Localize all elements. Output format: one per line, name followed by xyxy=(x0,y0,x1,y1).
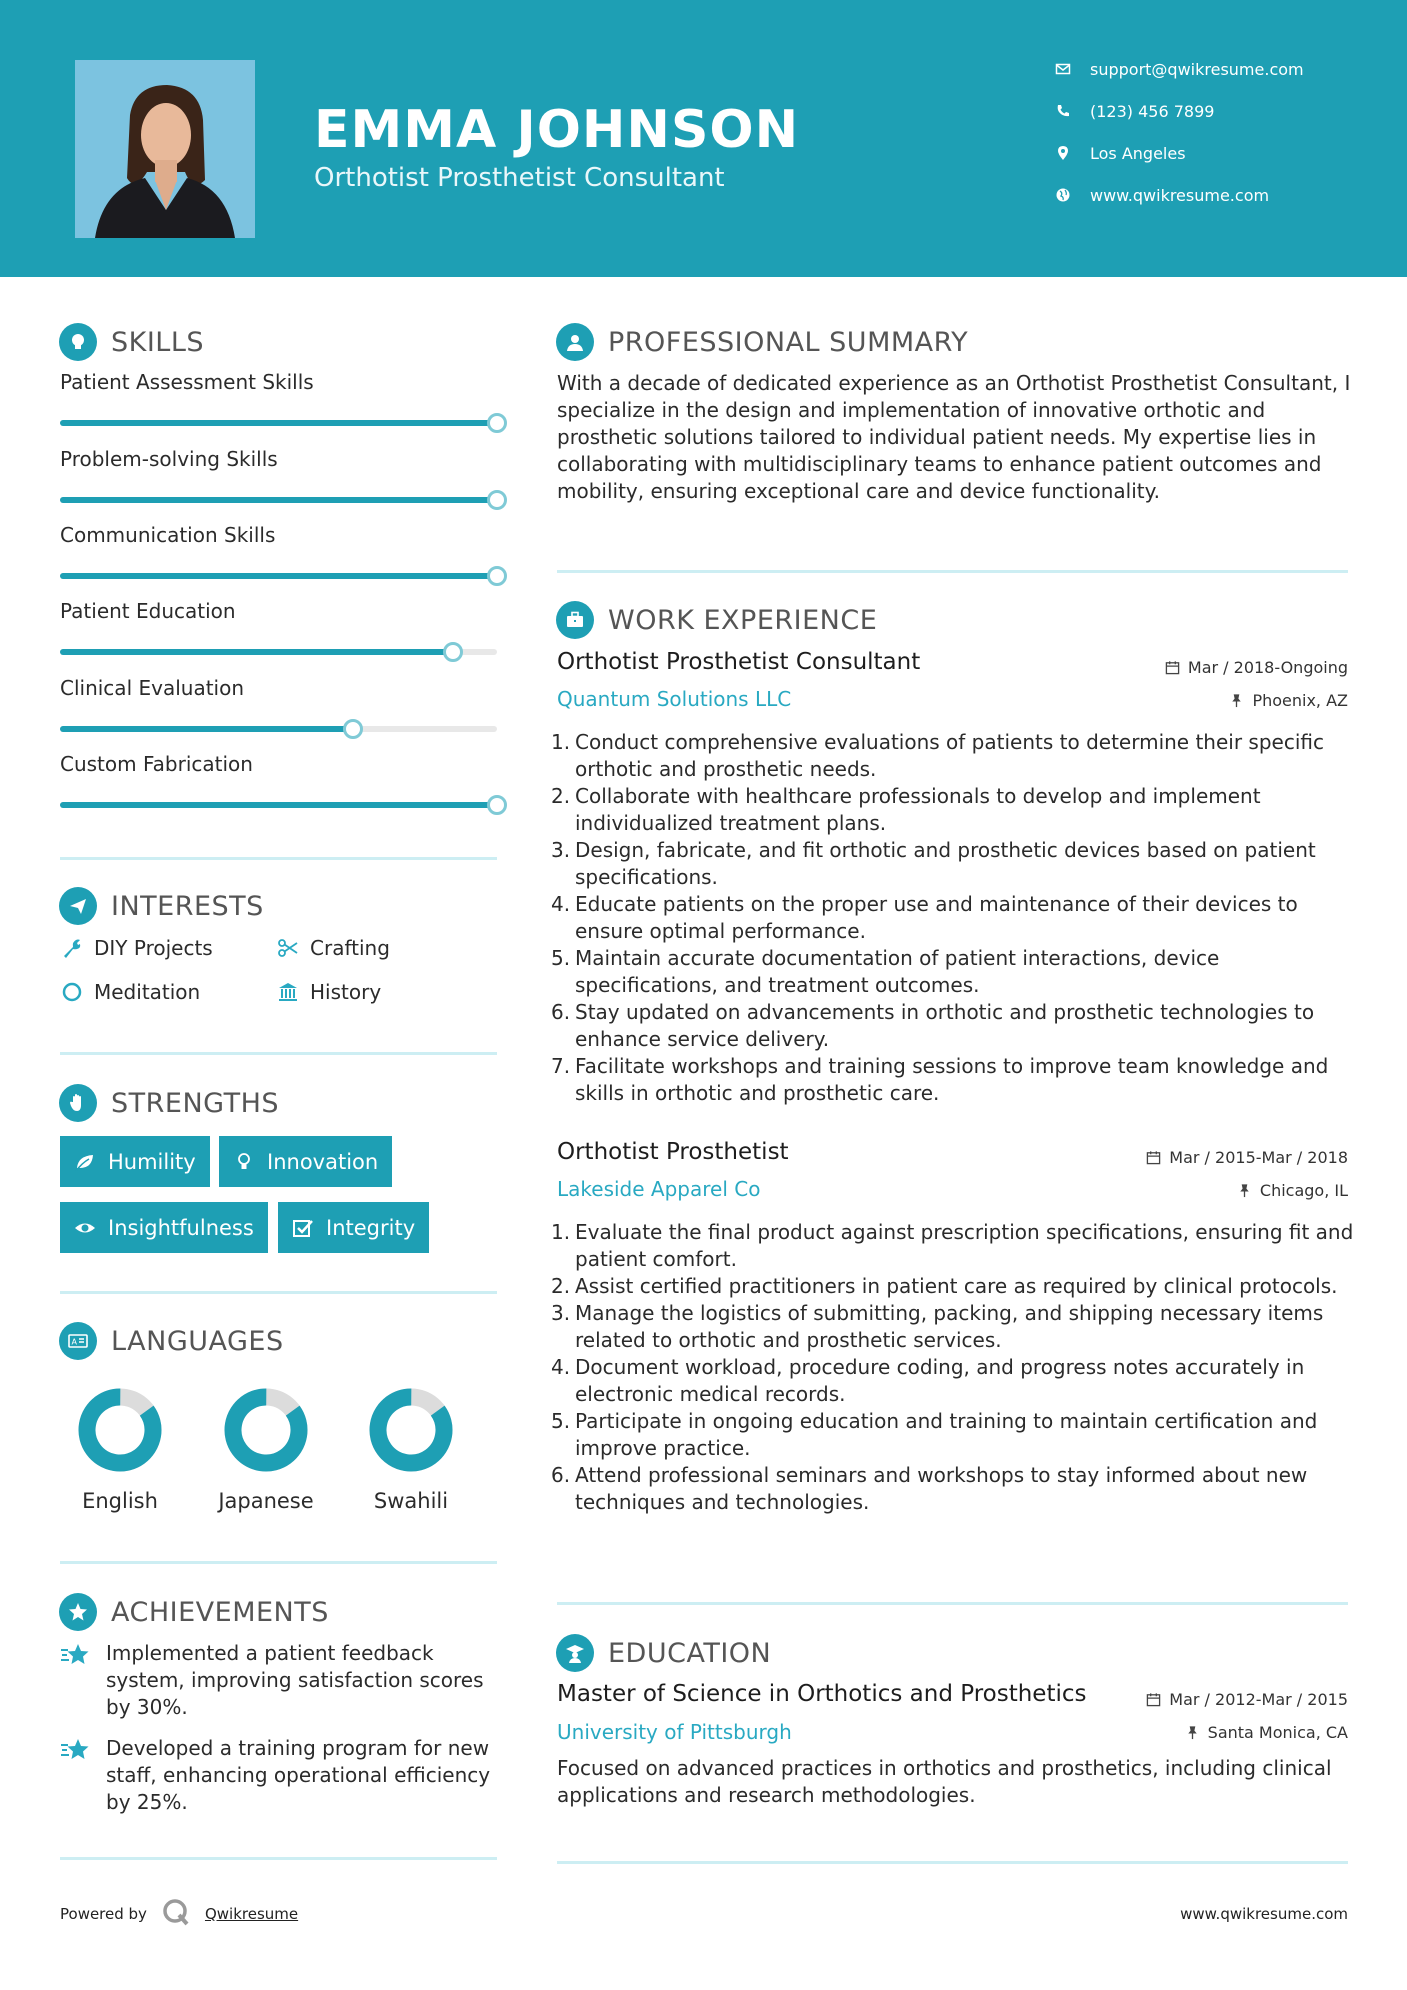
skill-label: Problem-solving Skills xyxy=(60,447,278,471)
user-icon xyxy=(556,323,594,361)
language-donut xyxy=(75,1385,165,1475)
calendar-icon xyxy=(1146,1150,1161,1165)
language-item xyxy=(50,1385,190,1513)
skill-bar xyxy=(60,497,497,503)
skill-label: Patient Education xyxy=(60,599,236,623)
education-title: EDUCATION xyxy=(608,1637,772,1669)
strength-badge xyxy=(219,1136,392,1187)
achievements-section-header xyxy=(59,1592,329,1632)
check-square-icon xyxy=(290,1215,316,1241)
duty-item: 4. Document workload, procedure coding, and progress notes accurately in electronic medical records. xyxy=(551,1354,1361,1408)
skill-item xyxy=(60,599,510,627)
strength-badge xyxy=(60,1136,210,1187)
calendar-icon xyxy=(1165,660,1180,675)
experience-section-header xyxy=(556,600,877,640)
lightbulb-icon xyxy=(59,323,97,361)
skill-item xyxy=(60,523,510,551)
interest-item xyxy=(276,936,390,960)
language-donut xyxy=(221,1385,311,1475)
section-divider xyxy=(60,1052,497,1055)
job-duties-list xyxy=(551,1219,1361,1516)
calendar-icon xyxy=(1146,1692,1161,1707)
language-label: Swahili xyxy=(373,1489,449,1513)
strength-label: Insightfulness xyxy=(108,1215,254,1240)
duty-text: Participate in ongoing education and training to maintain certification and improve practice. xyxy=(575,1409,1318,1460)
bank-icon xyxy=(276,980,300,1004)
job-location xyxy=(1237,1181,1348,1200)
pushpin-icon xyxy=(1185,1725,1200,1740)
contact-email-text: support@qwikresume.com xyxy=(1090,59,1304,79)
language-label: Japanese xyxy=(218,1489,314,1513)
strength-badge xyxy=(278,1202,429,1253)
contact-location-text: Los Angeles xyxy=(1090,143,1186,163)
duty-text: Conduct comprehensive evaluations of patients to determine their specific orthotic and prosthetic needs. xyxy=(575,730,1324,781)
duty-item: 2. Collaborate with healthcare professionals to develop and implement individualized treatment plans. xyxy=(551,783,1361,837)
duty-item: 4. Educate patients on the proper use and maintenance of their devices to ensure optimal performance. xyxy=(551,891,1361,945)
duty-text: Educate patients on the proper use and maintenance of their devices to ensure optimal performance. xyxy=(575,892,1298,943)
language-item xyxy=(196,1385,336,1513)
skill-bar xyxy=(60,649,497,655)
job-company: Lakeside Apparel Co xyxy=(557,1177,761,1201)
duty-text: Document workload, procedure coding, and progress notes accurately in electronic medical records. xyxy=(575,1355,1305,1406)
globe-icon xyxy=(1054,186,1072,204)
achievements-title: ACHIEVEMENTS xyxy=(111,1596,329,1628)
language-icon xyxy=(59,1322,97,1360)
interest-item xyxy=(60,980,200,1004)
qwikresume-logo-icon xyxy=(161,1897,191,1931)
duty-item: 5. Participate in ongoing education and training to maintain certification and improve practice. xyxy=(551,1408,1361,1462)
candidate-role: Orthotist Prosthetist Consultant xyxy=(314,163,725,193)
duty-item: 1. Evaluate the final product against prescription specifications, ensuring fit and patient comfort. xyxy=(551,1219,1361,1273)
star-icon xyxy=(60,1735,92,1767)
duty-item: 6. Attend professional seminars and workshops to stay informed about new techniques and technologies. xyxy=(551,1462,1361,1516)
section-divider xyxy=(557,1602,1348,1605)
resume-header xyxy=(0,0,1407,277)
skills-title: SKILLS xyxy=(111,326,205,358)
degree-title: Master of Science in Orthotics and Prosthetics xyxy=(557,1681,1087,1707)
strength-badge xyxy=(60,1202,268,1253)
duty-item: 1. Conduct comprehensive evaluations of patients to determine their specific orthotic and prosthetic needs. xyxy=(551,729,1361,783)
job-duties-list xyxy=(551,729,1361,1107)
section-divider xyxy=(557,1861,1348,1864)
education-dates-text: Mar / 2012-Mar / 2015 xyxy=(1169,1690,1348,1709)
school-name: University of Pittsburgh xyxy=(557,1720,792,1744)
skill-label: Custom Fabrication xyxy=(60,752,253,776)
duty-text: Assist certified practitioners in patient care as required by clinical protocols. xyxy=(575,1274,1338,1298)
skill-item xyxy=(60,370,510,398)
achievement-text: Implemented a patient feedback system, improving satisfaction scores by 30%. xyxy=(106,1641,484,1719)
job-title: Orthotist Prosthetist Consultant xyxy=(557,649,921,675)
language-item xyxy=(341,1385,481,1513)
languages-title: LANGUAGES xyxy=(111,1325,284,1357)
duty-text: Attend professional seminars and workshops to stay informed about new techniques and technologies. xyxy=(575,1463,1308,1514)
duty-text: Design, fabricate, and fit orthotic and prosthetic devices based on patient specifications. xyxy=(575,838,1316,889)
svg-text:A: A xyxy=(71,1337,77,1347)
contact-email[interactable] xyxy=(1054,56,1374,82)
skill-label: Clinical Evaluation xyxy=(60,676,245,700)
job-dates xyxy=(1165,658,1348,677)
education-location xyxy=(1185,1723,1348,1742)
duty-item: 5. Maintain accurate documentation of patient interactions, device specifications, and treatment outcomes. xyxy=(551,945,1361,999)
interests-title: INTERESTS xyxy=(111,890,264,922)
briefcase-icon xyxy=(556,601,594,639)
powered-by-text: Powered by xyxy=(60,1905,147,1923)
skill-bar xyxy=(60,573,497,579)
job-title: Orthotist Prosthetist xyxy=(557,1139,789,1165)
section-divider xyxy=(60,857,497,860)
section-divider xyxy=(60,1291,497,1294)
star-icon xyxy=(60,1640,92,1672)
wrench-icon xyxy=(60,936,84,960)
duty-item: 3. Manage the logistics of submitting, packing, and shipping necessary items related to orthotic and prosthetic services. xyxy=(551,1300,1361,1354)
strengths-title: STRENGTHS xyxy=(111,1087,280,1119)
duty-text: Collaborate with healthcare professionals to develop and implement individualized treatment plans. xyxy=(575,784,1261,835)
achievement-item xyxy=(60,1735,500,1816)
skill-bar xyxy=(60,726,497,732)
section-divider xyxy=(557,570,1348,573)
skill-label: Patient Assessment Skills xyxy=(60,370,314,394)
experience-title: WORK EXPERIENCE xyxy=(608,604,878,636)
language-donut xyxy=(366,1385,456,1475)
strengths-section-header xyxy=(59,1083,279,1123)
skill-bar xyxy=(60,420,497,426)
job-location xyxy=(1229,691,1348,710)
skills-section-header xyxy=(59,322,204,362)
skill-bar xyxy=(60,802,497,808)
contact-location xyxy=(1054,140,1374,166)
contact-phone-text: (123) 456 7899 xyxy=(1090,101,1215,121)
profile-photo xyxy=(75,60,255,238)
interest-label: DIY Projects xyxy=(94,936,213,960)
education-description: Focused on advanced practices in orthotics and prosthetics, including clinical applications and research methodologies. xyxy=(557,1756,1332,1807)
duty-item: 2. Assist certified practitioners in patient care as required by clinical protocols. xyxy=(551,1274,1338,1298)
contact-phone[interactable] xyxy=(1054,98,1374,124)
skill-label: Communication Skills xyxy=(60,523,276,547)
job-dates-text: Mar / 2018-Ongoing xyxy=(1187,658,1348,677)
interests-section-header xyxy=(59,886,264,926)
education-location-text: Santa Monica, CA xyxy=(1207,1723,1348,1742)
interest-label: History xyxy=(310,980,382,1004)
strength-label: Innovation xyxy=(267,1149,379,1174)
profile-photo-image xyxy=(75,60,255,238)
star-badge-icon xyxy=(59,1593,97,1631)
achievement-item xyxy=(60,1640,500,1721)
qwikresume-link[interactable]: Qwikresume xyxy=(204,1905,299,1923)
summary-text: With a decade of dedicated experience as an Orthotist Prosthetist Consultant, I specialize in the design and implementation of innovative orthotic and prosthetic solutions tailored to individual patient needs. My expertise lies in collaborating with multidisciplinary teams to enhance patient outcomes and mobility, ensuring exceptional care and device functionality. xyxy=(557,371,1351,503)
footer-powered-by xyxy=(60,1897,298,1931)
circle-icon xyxy=(60,980,84,1004)
education-dates xyxy=(1146,1690,1348,1709)
job-dates-text: Mar / 2015-Mar / 2018 xyxy=(1169,1148,1348,1167)
duty-text: Manage the logistics of submitting, packing, and shipping necessary items related to orthotic and prosthetic services. xyxy=(575,1301,1324,1352)
graduate-icon xyxy=(556,1634,594,1672)
candidate-name: EMMA JOHNSON xyxy=(314,100,800,160)
interest-label: Meditation xyxy=(94,980,201,1004)
duty-text: Stay updated on advancements in orthotic and prosthetic technologies to enhance service delivery. xyxy=(575,1000,1315,1051)
strength-label: Integrity xyxy=(326,1215,416,1240)
eye-icon xyxy=(72,1215,98,1241)
job-location-text: Phoenix, AZ xyxy=(1252,691,1348,710)
phone-icon xyxy=(1054,102,1072,120)
achievement-text: Developed a training program for new staff, enhancing operational efficiency by 25%. xyxy=(106,1736,491,1814)
hand-icon xyxy=(59,1084,97,1122)
duty-text: Maintain accurate documentation of patient interactions, device specifications, and treatment outcomes. xyxy=(575,946,1220,997)
summary-section-header xyxy=(556,322,968,362)
languages-section-header xyxy=(59,1321,284,1361)
skill-item xyxy=(60,447,510,475)
job-location-text: Chicago, IL xyxy=(1259,1181,1348,1200)
paper-plane-icon xyxy=(59,887,97,925)
pushpin-icon xyxy=(1229,693,1244,708)
interest-item xyxy=(60,936,213,960)
footer-website[interactable]: www.qwikresume.com xyxy=(1180,1905,1348,1923)
job-company: Quantum Solutions LLC xyxy=(557,687,792,711)
duty-text: Facilitate workshops and training sessions to improve team knowledge and skills in orthotic and prosthetic care. xyxy=(575,1054,1329,1105)
contact-website-text: www.qwikresume.com xyxy=(1090,185,1270,205)
lightbulb-icon xyxy=(231,1149,257,1175)
scissors-icon xyxy=(276,936,300,960)
leaf-icon xyxy=(72,1149,98,1175)
skill-item xyxy=(60,676,510,704)
map-pin-icon xyxy=(1054,144,1072,162)
contact-website[interactable] xyxy=(1054,182,1374,208)
interest-item xyxy=(276,980,381,1004)
section-divider xyxy=(60,1561,497,1564)
duty-text: Evaluate the final product against prescription specifications, ensuring fit and patient comfort. xyxy=(575,1220,1354,1271)
job-dates xyxy=(1146,1148,1348,1167)
pushpin-icon xyxy=(1237,1183,1252,1198)
section-divider xyxy=(60,1857,497,1860)
interest-label: Crafting xyxy=(310,936,390,960)
skill-item xyxy=(60,752,510,780)
duty-item: 6. Stay updated on advancements in orthotic and prosthetic technologies to enhance service delivery. xyxy=(551,999,1361,1053)
duty-item: 3. Design, fabricate, and fit orthotic and prosthetic devices based on patient specifications. xyxy=(551,837,1361,891)
strength-label: Humility xyxy=(108,1149,196,1174)
education-section-header xyxy=(556,1633,771,1673)
summary-title: PROFESSIONAL SUMMARY xyxy=(608,326,969,358)
duty-item: 7. Facilitate workshops and training sessions to improve team knowledge and skills in orthotic and prosthetic care. xyxy=(551,1053,1361,1107)
language-label: English xyxy=(82,1489,158,1513)
envelope-icon xyxy=(1054,60,1072,78)
